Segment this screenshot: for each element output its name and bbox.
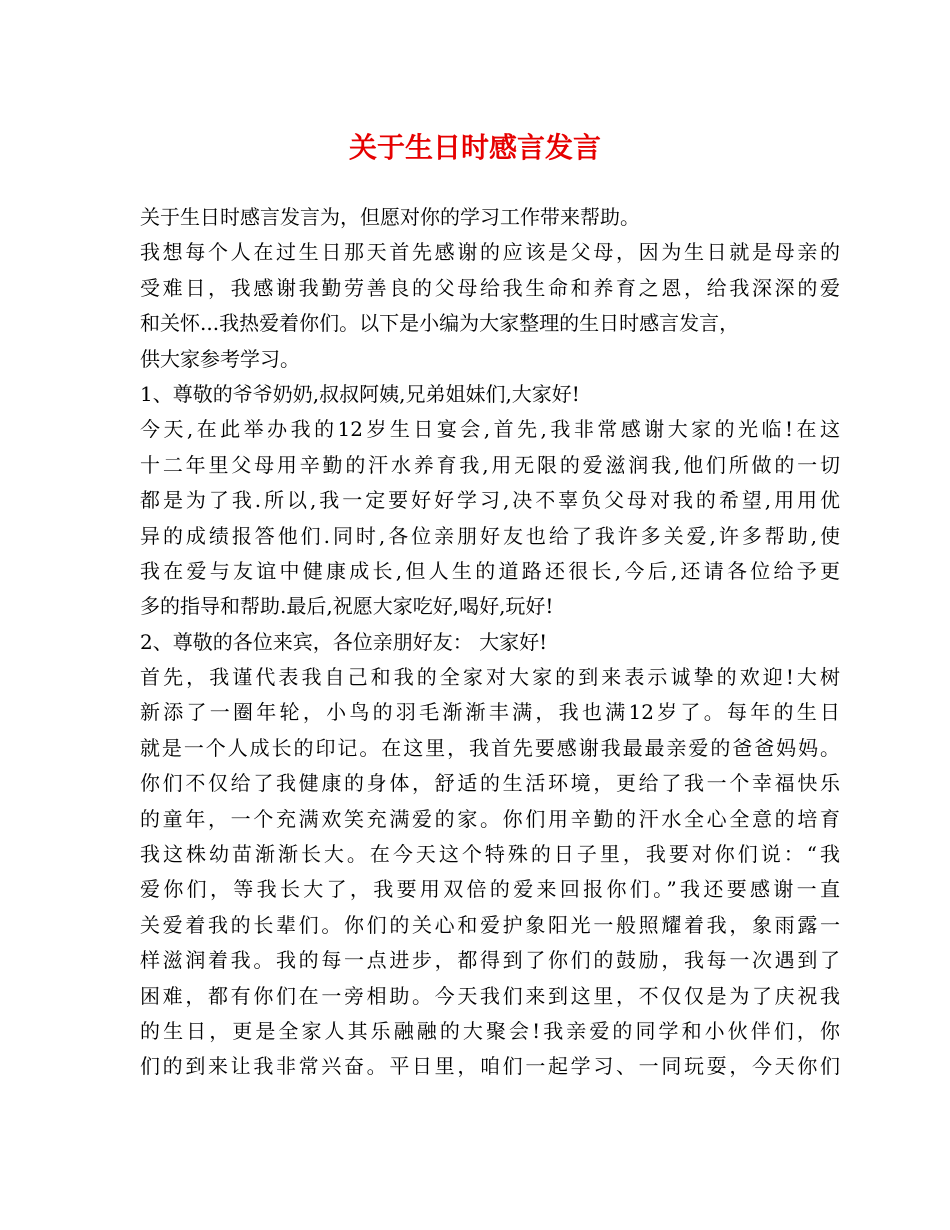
text-line: 样滋润着我。我的每一点进步，都得到了你们的鼓励，我每一次遇到了 — [140, 948, 840, 973]
text-line: 和关怀...我热爱着你们。以下是小编为大家整理的生日时感言发言， — [140, 311, 740, 336]
text-line: 我这株幼苗渐渐长大。在今天这个特殊的日子里，我要对你们说：“我 — [140, 842, 840, 867]
text-line: 异的成绩报答他们.同时,各位亲朋好友也给了我许多关爱,许多帮助,使 — [140, 523, 840, 548]
text-line: 关于生日时感言发言为，但愿对你的学习工作带来帮助。 — [140, 205, 640, 229]
document-body — [140, 200, 840, 1085]
text-line: 我在爱与友谊中健康成长,但人生的道路还很长,今后,还请各位给予更 — [140, 558, 840, 583]
text-line: 的童年，一个充满欢笑充满爱的家。你们用辛勤的汗水全心全意的培育 — [140, 806, 840, 831]
text-line: 都是为了我.所以,我一定要好好学习,决不辜负父母对我的希望,用用优 — [140, 488, 840, 513]
text-line: 受难日，我感谢我勤劳善良的父母给我生命和养育之恩，给我深深的爱 — [140, 275, 840, 300]
text-line: 今天,在此举办我的12岁生日宴会,首先,我非常感谢大家的光临!在这 — [140, 417, 840, 442]
text-line: 2、尊敬的各位来宾，各位亲朋好友： 大家好! — [140, 629, 548, 654]
text-line: 首先，我谨代表我自己和我的全家对大家的到来表示诚挚的欢迎!大树 — [140, 665, 840, 690]
text-line: 困难，都有你们在一旁相助。今天我们来到这里，不仅仅是为了庆祝我 — [140, 983, 840, 1008]
text-line: 供大家参考学习。 — [140, 346, 300, 371]
document-title: 关于生日时感言发言 — [348, 131, 601, 164]
text-line: 的生日，更是全家人其乐融融的大聚会!我亲爱的同学和小伙伴们，你 — [140, 1018, 840, 1043]
text-line: 就是一个人成长的印记。在这里，我首先要感谢我最最亲爱的爸爸妈妈。 — [140, 735, 840, 760]
text-line: 十二年里父母用辛勤的汗水养育我,用无限的爱滋润我,他们所做的一切 — [140, 452, 840, 477]
text-line: 新添了一圈年轮，小鸟的羽毛渐渐丰满，我也满12岁了。每年的生日 — [140, 700, 840, 725]
text-line: 我想每个人在过生日那天首先感谢的应该是父母，因为生日就是母亲的 — [140, 240, 840, 265]
text-line: 1、尊敬的爷爷奶奶,叔叔阿姨,兄弟姐妹们,大家好! — [140, 381, 580, 406]
text-line: 关爱着我的长辈们。你们的关心和爱护象阳光一般照耀着我，象雨露一 — [140, 912, 840, 937]
text-line: 爱你们，等我长大了，我要用双倍的爱来回报你们。”我还要感谢一直 — [140, 877, 840, 902]
text-line: 们的到来让我非常兴奋。平日里，咱们一起学习、一同玩耍，今天你们 — [140, 1054, 840, 1079]
text-line: 你们不仅给了我健康的身体，舒适的生活环境，更给了我一个幸福快乐 — [140, 771, 840, 796]
text-line: 多的指导和帮助.最后,祝愿大家吃好,喝好,玩好! — [140, 594, 554, 619]
